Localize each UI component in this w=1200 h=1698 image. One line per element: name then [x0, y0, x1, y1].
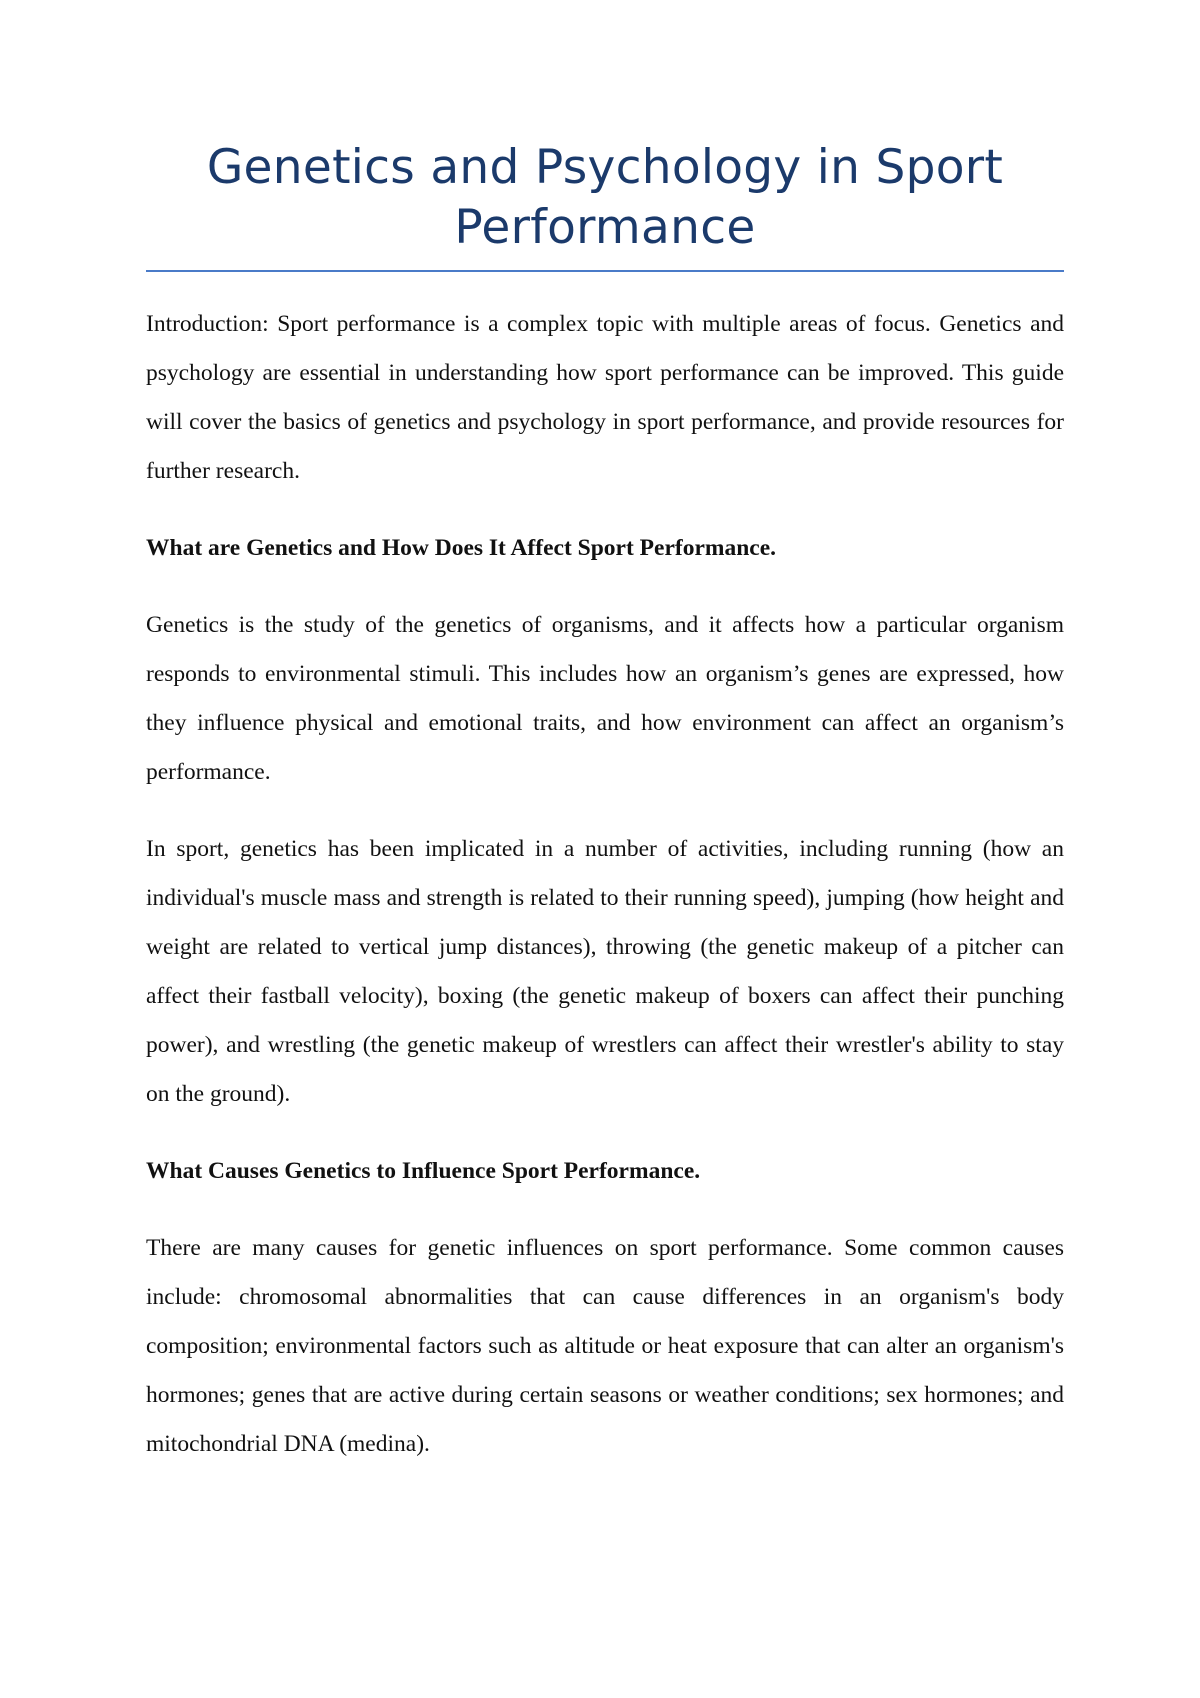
genetics-definition-paragraph: Genetics is the study of the genetics of organisms, and it affects how a particular organism responds to environmental stimuli. This includes how an organism’s genes are expressed, how they influence physical and emotional traits, and how environment can affect an organism’s performance.: [146, 612, 1064, 785]
document-page: [146, 138, 1064, 1497]
title-divider: [146, 270, 1064, 272]
causes-paragraph: There are many causes for genetic influences on sport performance. Some common causes include: chromosomal abnormalities that can cause differences in an organism's body composition; environmental factors such as altitude or heat exposure that can alter an organism's hormones; genes that are active during certain seasons or weather conditions; sex hormones; and mitochondrial DNA (medina).: [146, 1235, 1064, 1457]
section-heading-causes: What Causes Genetics to Influence Sport Performance.: [146, 1158, 701, 1184]
intro-paragraph: Introduction: Sport performance is a complex topic with multiple areas of focus. Genetics and psychology are essential in understanding how sport performance can be improved. This guide will cover the basics of genetics and psychology in sport performance, and provide resources for further research.: [146, 311, 1064, 484]
page-title: Genetics and Psychology in Sport Performance: [206, 140, 1004, 255]
genetics-in-sport-paragraph: In sport, genetics has been implicated in a number of activities, including running (how an individual's muscle mass and strength is related to their running speed), jumping (how height and weight are related to vertical jump distances), throwing (the genetic makeup of a pitcher can affect their fastball velocity), boxing (the genetic makeup of boxers can affect their punching power), and wrestling (the genetic makeup of wrestlers can affect their wrestler's ability to stay on the ground).: [146, 836, 1064, 1107]
section-heading-genetics: What are Genetics and How Does It Affect Sport Performance.: [146, 535, 777, 561]
